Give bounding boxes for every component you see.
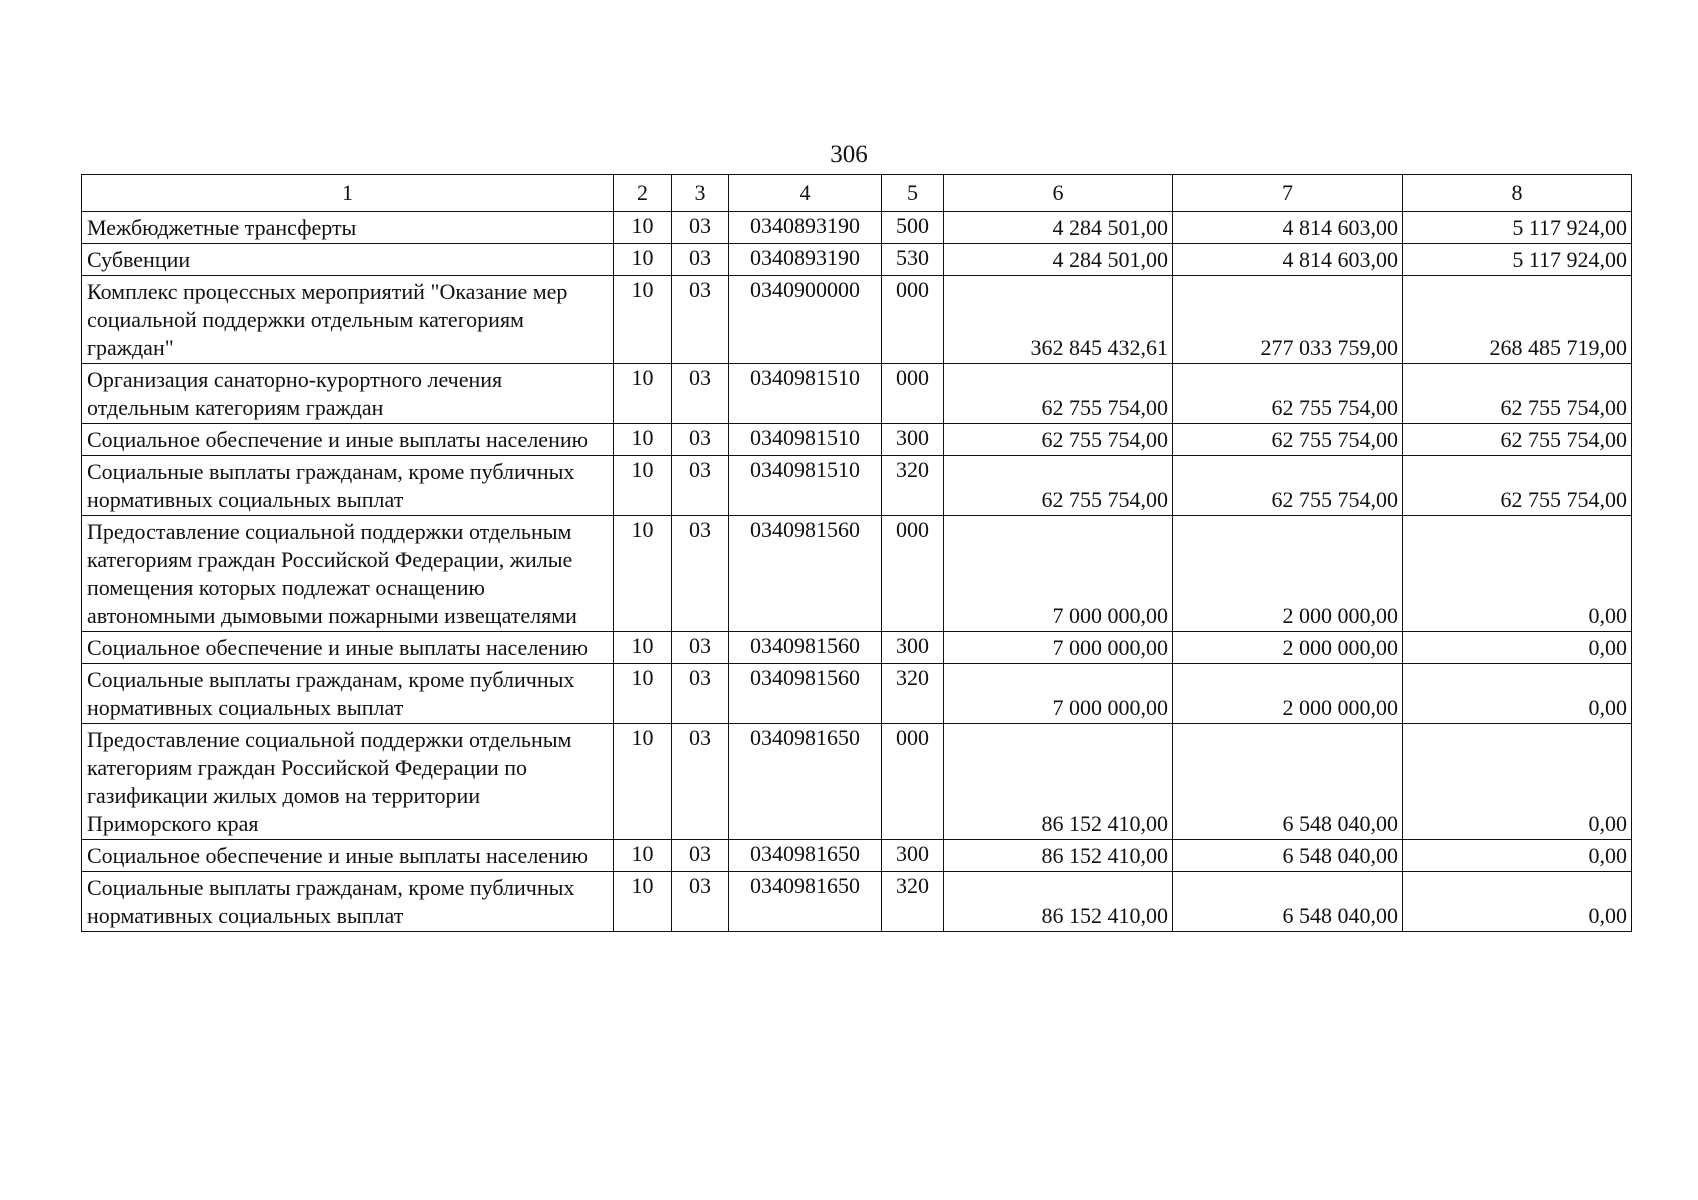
amount-col8-cell: 0,00	[1403, 632, 1632, 664]
section-code-cell: 10	[614, 664, 672, 724]
page-number: 306	[830, 141, 868, 168]
expense-type-cell: 000	[882, 724, 944, 840]
subsection-code-cell: 03	[672, 872, 729, 932]
column-header: 2	[614, 175, 672, 212]
budget-table	[81, 174, 1632, 932]
amount-col7-cell: 4 814 603,00	[1173, 244, 1403, 276]
table-row	[82, 840, 1632, 872]
section-code-cell: 10	[614, 840, 672, 872]
table-row	[82, 632, 1632, 664]
amount-col8-cell: 268 485 719,00	[1403, 276, 1632, 364]
target-article-cell: 0340981560	[729, 632, 882, 664]
section-code-cell: 10	[614, 364, 672, 424]
expense-type-cell: 300	[882, 840, 944, 872]
table-row	[82, 872, 1632, 932]
expense-type-cell: 000	[882, 276, 944, 364]
amount-col8-cell: 62 755 754,00	[1403, 424, 1632, 456]
item-name-cell: Социальное обеспечение и иные выплаты населению	[82, 632, 614, 664]
section-code-cell: 10	[614, 456, 672, 516]
target-article-cell: 0340981510	[729, 424, 882, 456]
target-article-cell: 0340893190	[729, 244, 882, 276]
amount-col6-cell: 62 755 754,00	[944, 456, 1173, 516]
amount-col8-cell: 62 755 754,00	[1403, 456, 1632, 516]
item-name-cell: Межбюджетные трансферты	[82, 212, 614, 244]
subsection-code-cell: 03	[672, 840, 729, 872]
table-row	[82, 424, 1632, 456]
table-row	[82, 664, 1632, 724]
amount-col7-cell: 2 000 000,00	[1173, 516, 1403, 632]
subsection-code-cell: 03	[672, 632, 729, 664]
table-header	[82, 175, 1632, 212]
amount-col7-cell: 6 548 040,00	[1173, 840, 1403, 872]
amount-col6-cell: 62 755 754,00	[944, 364, 1173, 424]
amount-col6-cell: 62 755 754,00	[944, 424, 1173, 456]
section-code-cell: 10	[614, 212, 672, 244]
target-article-cell: 0340981560	[729, 664, 882, 724]
target-article-cell: 0340900000	[729, 276, 882, 364]
table-row	[82, 276, 1632, 364]
column-header: 5	[882, 175, 944, 212]
target-article-cell: 0340981650	[729, 840, 882, 872]
column-header: 4	[729, 175, 882, 212]
subsection-code-cell: 03	[672, 724, 729, 840]
column-header: 7	[1173, 175, 1403, 212]
item-name-cell: Социальные выплаты гражданам, кроме публичных нормативных социальных выплат	[82, 456, 614, 516]
subsection-code-cell: 03	[672, 212, 729, 244]
expense-type-cell: 530	[882, 244, 944, 276]
table-row	[82, 364, 1632, 424]
amount-col8-cell: 0,00	[1403, 872, 1632, 932]
column-header: 1	[82, 175, 614, 212]
table-body	[82, 212, 1632, 932]
amount-col6-cell: 7 000 000,00	[944, 516, 1173, 632]
expense-type-cell: 320	[882, 664, 944, 724]
table-row	[82, 724, 1632, 840]
amount-col8-cell: 5 117 924,00	[1403, 244, 1632, 276]
section-code-cell: 10	[614, 724, 672, 840]
expense-type-cell: 300	[882, 424, 944, 456]
item-name-cell: Субвенции	[82, 244, 614, 276]
amount-col7-cell: 62 755 754,00	[1173, 424, 1403, 456]
amount-col7-cell: 6 548 040,00	[1173, 724, 1403, 840]
header-row	[82, 175, 1632, 212]
section-code-cell: 10	[614, 276, 672, 364]
amount-col8-cell: 0,00	[1403, 664, 1632, 724]
amount-col7-cell: 62 755 754,00	[1173, 456, 1403, 516]
column-header: 3	[672, 175, 729, 212]
amount-col6-cell: 86 152 410,00	[944, 724, 1173, 840]
amount-col8-cell: 5 117 924,00	[1403, 212, 1632, 244]
amount-col6-cell: 86 152 410,00	[944, 872, 1173, 932]
amount-col7-cell: 2 000 000,00	[1173, 664, 1403, 724]
amount-col7-cell: 6 548 040,00	[1173, 872, 1403, 932]
table-row	[82, 516, 1632, 632]
subsection-code-cell: 03	[672, 516, 729, 632]
amount-col7-cell: 62 755 754,00	[1173, 364, 1403, 424]
table-row	[82, 456, 1632, 516]
section-code-cell: 10	[614, 244, 672, 276]
item-name-cell: Организация санаторно-курортного лечения отдельным категориям граждан	[82, 364, 614, 424]
amount-col8-cell: 0,00	[1403, 724, 1632, 840]
table-row	[82, 244, 1632, 276]
item-name-cell: Социальные выплаты гражданам, кроме публичных нормативных социальных выплат	[82, 872, 614, 932]
amount-col6-cell: 7 000 000,00	[944, 632, 1173, 664]
section-code-cell: 10	[614, 424, 672, 456]
target-article-cell: 0340981510	[729, 364, 882, 424]
amount-col8-cell: 0,00	[1403, 840, 1632, 872]
target-article-cell: 0340893190	[729, 212, 882, 244]
amount-col8-cell: 0,00	[1403, 516, 1632, 632]
subsection-code-cell: 03	[672, 664, 729, 724]
column-header: 6	[944, 175, 1173, 212]
target-article-cell: 0340981650	[729, 872, 882, 932]
subsection-code-cell: 03	[672, 364, 729, 424]
expense-type-cell: 300	[882, 632, 944, 664]
target-article-cell: 0340981650	[729, 724, 882, 840]
target-article-cell: 0340981510	[729, 456, 882, 516]
subsection-code-cell: 03	[672, 244, 729, 276]
amount-col6-cell: 86 152 410,00	[944, 840, 1173, 872]
item-name-cell: Социальное обеспечение и иные выплаты населению	[82, 424, 614, 456]
column-header: 8	[1403, 175, 1632, 212]
subsection-code-cell: 03	[672, 456, 729, 516]
item-name-cell: Комплекс процессных мероприятий "Оказание мер социальной поддержки отдельным категориям граждан"	[82, 276, 614, 364]
target-article-cell: 0340981560	[729, 516, 882, 632]
item-name-cell: Социальные выплаты гражданам, кроме публичных нормативных социальных выплат	[82, 664, 614, 724]
amount-col6-cell: 362 845 432,61	[944, 276, 1173, 364]
expense-type-cell: 000	[882, 516, 944, 632]
amount-col7-cell: 277 033 759,00	[1173, 276, 1403, 364]
item-name-cell: Предоставление социальной поддержки отдельным категориям граждан Российской Федерации, жилые помещения которых подлежат оснащению автономными дымовыми пожарными извещателями	[82, 516, 614, 632]
amount-col6-cell: 7 000 000,00	[944, 664, 1173, 724]
amount-col7-cell: 4 814 603,00	[1173, 212, 1403, 244]
section-code-cell: 10	[614, 872, 672, 932]
section-code-cell: 10	[614, 516, 672, 632]
amount-col7-cell: 2 000 000,00	[1173, 632, 1403, 664]
subsection-code-cell: 03	[672, 424, 729, 456]
expense-type-cell: 000	[882, 364, 944, 424]
expense-type-cell: 500	[882, 212, 944, 244]
amount-col6-cell: 4 284 501,00	[944, 244, 1173, 276]
expense-type-cell: 320	[882, 872, 944, 932]
subsection-code-cell: 03	[672, 276, 729, 364]
item-name-cell: Предоставление социальной поддержки отдельным категориям граждан Российской Федерации по газификации жилых домов на территории Приморского края	[82, 724, 614, 840]
table-row	[82, 212, 1632, 244]
item-name-cell: Социальное обеспечение и иные выплаты населению	[82, 840, 614, 872]
amount-col6-cell: 4 284 501,00	[944, 212, 1173, 244]
section-code-cell: 10	[614, 632, 672, 664]
expense-type-cell: 320	[882, 456, 944, 516]
amount-col8-cell: 62 755 754,00	[1403, 364, 1632, 424]
